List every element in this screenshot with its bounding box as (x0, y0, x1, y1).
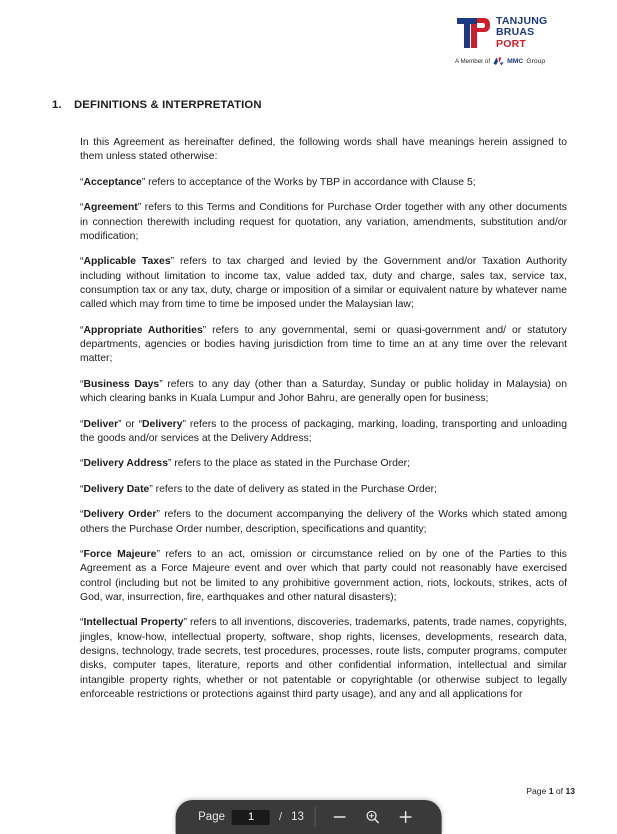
mmc-brand-label: MMC (507, 58, 524, 65)
member-prefix-label: A Member of (455, 58, 491, 65)
minus-icon (332, 809, 348, 825)
logo-word-line1: TANJUNG (496, 14, 548, 27)
footer-of-label: of (555, 786, 564, 796)
logo-wordmark (496, 16, 547, 51)
paragraph-applicable-taxes: “Applicable Taxes” refers to tax charged and levied by the Government and/or Taxation Authority including without limitation to income tax, value added tax, duty and charge, sales tax, service tax, consumption tax or any tax, duty, charge or imposition of a similar or equivalent nature by whatever name called which may from time to time be imposed under the Malaysian law; (80, 256, 567, 311)
zoom-out-button[interactable] (327, 805, 353, 829)
tp-monogram-icon (455, 14, 491, 52)
paragraph-intellectual-property: “Intellectual Property” refers to all inventions, discoveries, trademarks, patents, trade names, copyrights, jingles, know-how, intellectual property, software, shop rights, licenses, developments, research data, designs, technology, trade secrets, test procedures, processes, route lists, computer programs, computer disks, computer tapes, literature, reports and other confidential information, intellectual and similar intangible property rights, whether or not patentable or copyrightable (or otherwise subject to legally enforceable restrictions or protections against third party usage), and any and all applications for (80, 617, 567, 700)
zoom-in-button[interactable] (393, 805, 419, 829)
paragraph-business-days: “Business Days” refers to any day (other than a Saturday, Sunday or public holiday in Malaysia) on which clearing banks in Kuala Lumpur and Johor Bahru, are generally open for business; (80, 378, 567, 405)
logo-main-lockup (455, 14, 575, 52)
document-content (80, 136, 567, 713)
zoom-controls-group (318, 805, 428, 829)
section-number: 1. (52, 99, 62, 111)
paragraph-deliver-delivery: “Deliver” or “Delivery” refers to the process of packaging, marking, loading, transporting and unloading the goods and/or services at the Delivery Address; (80, 418, 567, 444)
footer-page-current: 1 (548, 786, 554, 796)
page-total-label: 13 (291, 811, 304, 823)
footer-page-label: Page (526, 786, 547, 796)
toolbar-divider (315, 807, 316, 827)
paragraph-intro: In this Agreement as hereinafter defined, the following words shall have meanings herein assigned to them unless stated otherwise: (80, 137, 567, 163)
paragraph-force-majeure: “Force Majeure” refers to an act, omission or circumstance relied on by one of the Parties to this Agreement as a Force Majeure event and over which that party could not reasonably have exercised control (including but not be limited to any prohibitive government action, riots, lockouts, strikes, acts of God, war, insurrection, fire, earthquakes and other natural disasters); (80, 549, 567, 603)
company-logo (455, 14, 575, 66)
pdf-viewer-toolbar (175, 800, 442, 834)
paragraph-agreement: “Agreement” refers to this Terms and Conditions for Purchase Order together with any other documents in connection therewith including request for quotation, any variation, amendments, substitution and/or modification; (80, 202, 567, 242)
section-heading (52, 99, 262, 111)
logo-word-line2: BRUAS (496, 26, 535, 39)
plus-icon (398, 809, 414, 825)
mmc-group-label: Group (526, 58, 546, 65)
zoom-reset-button[interactable] (360, 805, 386, 829)
paragraph-delivery-order: “Delivery Order” refers to the document accompanying the delivery of the Works which stated among others the Purchase Order number, description, specifications and quantity; (80, 509, 568, 535)
paragraph-acceptance: “Acceptance” refers to acceptance of the Works by TBP in accordance with Clause 5; (80, 176, 476, 188)
paragraph-appropriate-authorities: “Appropriate Authorities” refers to any governmental, semi or quasi-government and/ or statutory departments, agencies or bodies having jurisdiction from time to time an at any time over the relevant matter; (80, 324, 567, 365)
toolbar-page-label: Page (198, 811, 225, 823)
paragraph-delivery-address: “Delivery Address” refers to the place as stated in the Purchase Order; (80, 458, 410, 470)
page-number-footer (526, 786, 575, 796)
section-title: DEFINITIONS & INTERPRETATION (74, 99, 262, 111)
page-number-input[interactable] (232, 810, 270, 825)
mmc-logo-icon (493, 57, 504, 66)
logo-member-line (455, 57, 575, 66)
magnifier-plus-icon (365, 809, 381, 825)
page-separator: / (279, 811, 283, 823)
page-navigation-group (189, 810, 313, 825)
paragraph-delivery-date: “Delivery Date” refers to the date of delivery as stated in the Purchase Order; (80, 483, 437, 495)
footer-page-total: 13 (565, 786, 575, 796)
logo-word-line3: PORT (496, 37, 526, 50)
